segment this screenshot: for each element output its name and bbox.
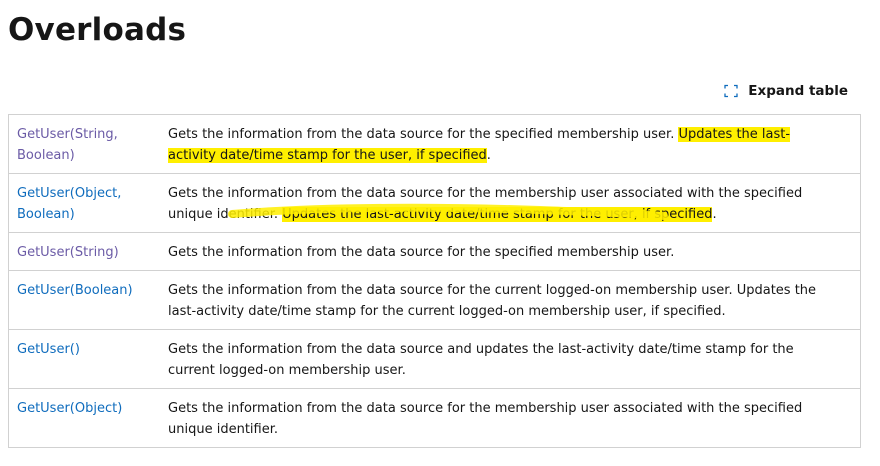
expand-table-button[interactable]: [724, 80, 848, 102]
overload-link[interactable]: GetUser(Boolean): [17, 283, 133, 298]
expand-table-label: Expand table: [748, 83, 848, 99]
overload-description: Gets the information from the data source for the current logged-on membership user. Updates the last-activity date/time stamp for the current logged-on membership user, if specified.: [168, 283, 817, 319]
table-row: [9, 233, 860, 271]
overload-link[interactable]: GetUser(Object, Boolean): [17, 186, 122, 222]
table-row: [9, 271, 860, 330]
page-title: Overloads: [8, 12, 187, 48]
overload-link[interactable]: GetUser(String, Boolean): [17, 127, 118, 163]
overload-description: Gets the information from the data source for the specified membership user.: [168, 245, 675, 260]
overload-description: Gets the information from the data source for the membership user associated with the specified unique identifier.: [168, 401, 803, 437]
expand-corners-icon: [724, 84, 738, 98]
overload-link[interactable]: GetUser(Object): [17, 401, 123, 416]
overloads-table: [8, 114, 861, 448]
highlight-mark: Updates the last-activity date/time stamp for the user, if specified: [282, 207, 713, 222]
overload-link[interactable]: GetUser(String): [17, 245, 119, 260]
table-row: [9, 174, 860, 233]
overload-description: Gets the information from the data source and updates the last-activity date/time stamp for the current logged-on membership user.: [168, 342, 794, 378]
table-row: [9, 389, 860, 448]
table-row: [9, 115, 860, 174]
overload-description: Gets the information from the data source for the specified membership user. Updates the last-activity date/time stamp for the user, if specified.: [168, 127, 791, 163]
highlight-mark: Updates the last-activity date/time stamp for the user, if specified: [168, 127, 791, 163]
overload-link[interactable]: GetUser(): [17, 342, 80, 357]
table-row: [9, 330, 860, 389]
overload-description: Gets the information from the data source for the membership user associated with the specified unique identifier. Updates the last-activity date/time stamp for the user, if specified.: [168, 186, 803, 222]
